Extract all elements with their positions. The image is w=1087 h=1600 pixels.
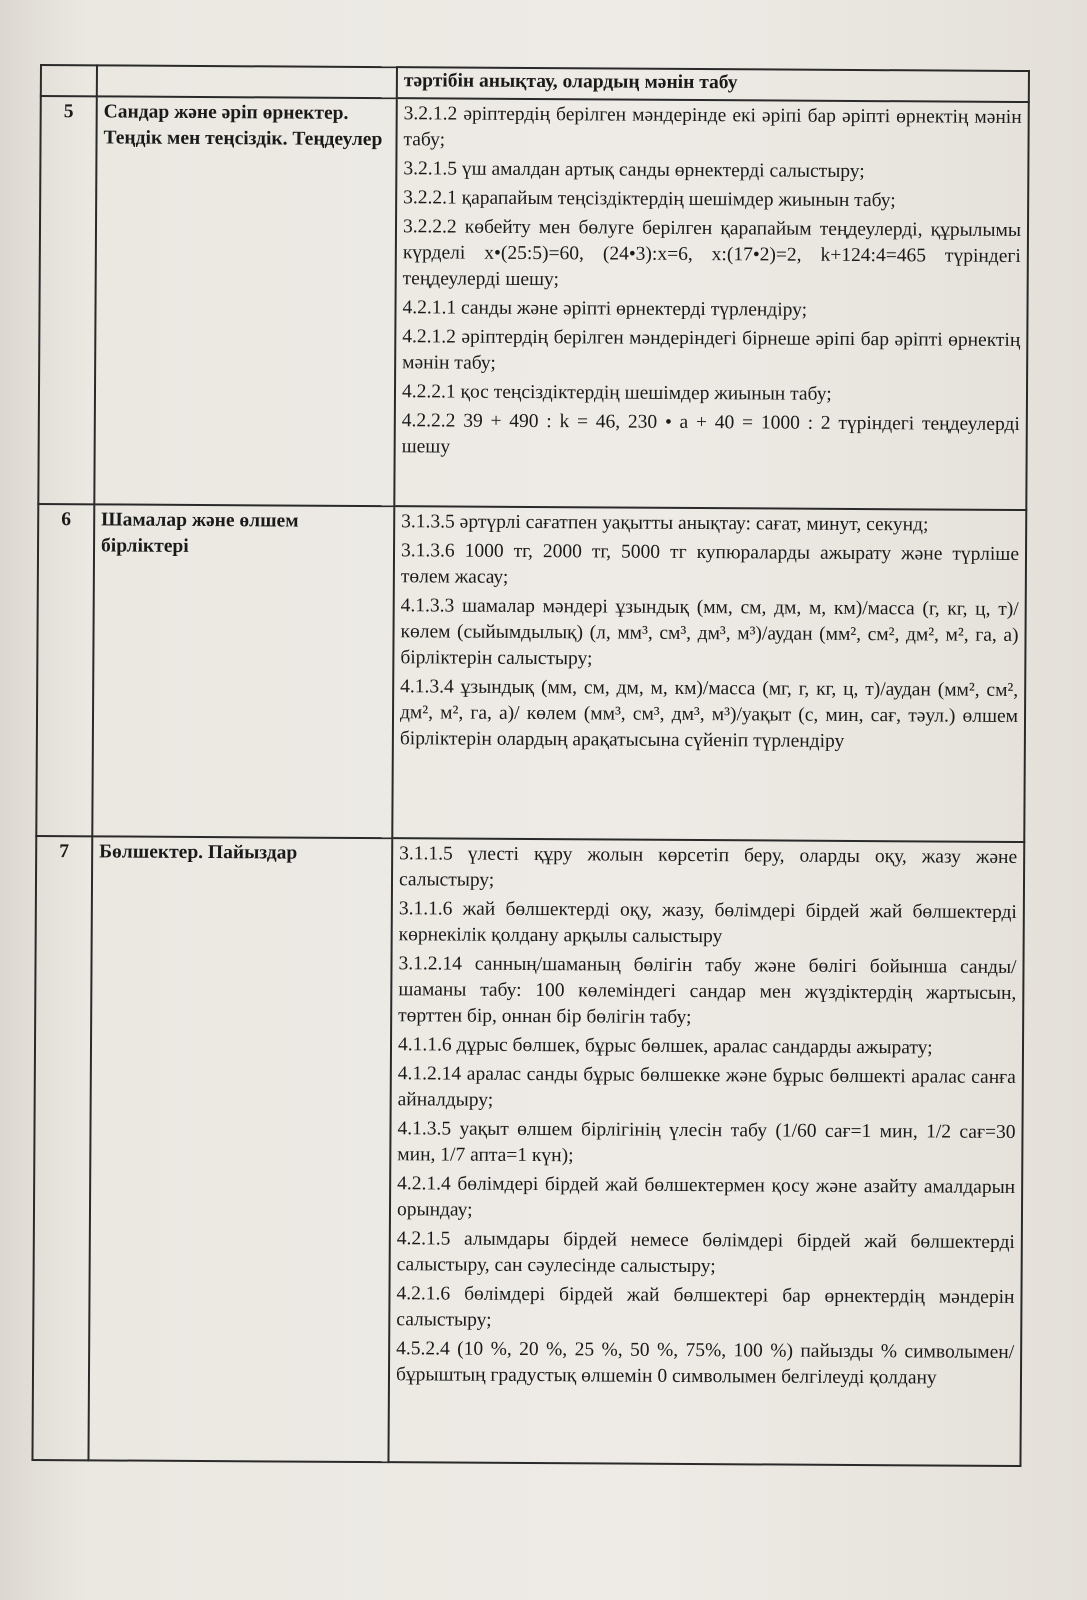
objective-item: тәртібін анықтау, олардың мәнін табу — [403, 70, 738, 94]
row-number: 5 — [38, 96, 96, 504]
objective-item: 4.2.1.4 бөлімдері бірдей жай бөлшектермен қосу және азайту амалдарын орындау; — [396, 1173, 1016, 1221]
table-row — [38, 96, 1028, 510]
objective-item: 3.2.2.2 көбейту мен бөлуге берілген қарапайым теңдеулерді, құрылымы күрделі x•(25:5)=60, (24•3):x=6, x:(17•2)=2, k+124:4=465 түріндегі теңдеулерді шешу; — [402, 216, 1022, 291]
objective-item: 3.2.2.1 қарапайым теңсіздіктердің шешімдер жиынын табу; — [403, 187, 896, 212]
objective-item: 4.2.1.6 бөлімдері бірдей жай бөлшектері бар өрнектердің мәндерін салыстыру; — [396, 1283, 1015, 1331]
row-number — [41, 65, 97, 96]
row-topic: Бөлшектер. Пайыздар — [88, 836, 392, 1462]
objective-item: 3.2.1.2 әріптердің берілген мәндерінде екі әріпі бар әріпті өрнектің мәнін табу; — [403, 103, 1022, 151]
row-number: 7 — [32, 836, 92, 1460]
objective-item: 4.1.1.6 дұрыс бөлшек, бұрыс бөлшек, аралас сандарды ажырату; — [397, 1034, 933, 1059]
table-row — [32, 836, 1024, 1466]
objective-item: 4.5.2.4 (10 %, 20 %, 25 %, 50 %, 75%, 100 %) пайызды % символымен/ бұрыштың градустық өлшемін 0 символымен белгілеуді қолдану — [395, 1338, 1015, 1389]
objective-item: 4.1.3.3 шамалар мәндері ұзындық (мм, см, дм, м, км)/масса (г, кг, ц, т)/ көлем (сыйымдылық) (л, мм³, см³, дм³, м³)/аудан (мм², см², дм², м², га, а) бірліктерін салыстыру; — [400, 595, 1019, 670]
row-topic — [97, 65, 397, 98]
objective-item: 4.2.1.2 әріптердің берілген мәндеріндегі бірнеше әріпі бар әріпті өрнектің мәнін табу; — [402, 326, 1021, 374]
objective-item: 3.1.3.6 1000 тг, 2000 тг, 5000 тг купюраларды ажырату және түрліше төлем жасау; — [400, 540, 1020, 588]
objective-item: 4.1.3.4 ұзындық (мм, см, дм, м, км)/масса (мг, г, кг, ц, т)/аудан (мм², см², дм², м², га, а)/ көлем (мм³, см³, дм³, м³)/уақыт (с, мин, сағ, тәул.) өлшем бірліктерін олардың арақатысына сүйеніп түрлендіру — [399, 676, 1019, 752]
objective-item: 4.2.1.1 санды және әріпті өрнектерді түрлендіру; — [402, 297, 808, 321]
objective-item: 3.1.1.6 жай бөлшектерді оқу, жазу, бөлімдері бірдей жай бөлшектерді көрнекілік қолдану арқылы салыстыру — [398, 898, 1017, 948]
row-topic: Сандар және әріп өрнектер. Теңдік мен теңсіздік. Теңдеулер — [94, 96, 396, 506]
objective-item: 3.2.1.5 үш амалдан артық санды өрнектерді салыстыру; — [403, 158, 865, 183]
objective-item: 3.1.2.14 санның/шаманың бөлігін табу және бөлігі бойынша санды/шаманы табу: 100 көлеміндегі сандар мен жүздіктердің жартысын, төрттен бір, оннан бір бөлігін табу; — [398, 953, 1017, 1028]
row-content — [394, 98, 1028, 510]
objective-item: 4.2.1.5 алымдары бірдей немесе бөлімдері бірдей жай бөлшектерді салыстыру, сан сәулесінде салыстыру; — [396, 1228, 1015, 1278]
row-number: 6 — [36, 504, 94, 836]
row-content — [397, 67, 1029, 102]
objective-item: 4.1.3.5 уақыт өлшем бірлігінің үлесін табу (1/60 сағ=1 мин, 1/2 сағ=30 мин, 1/7 апта=1 күн); — [397, 1118, 1016, 1167]
objective-item: 4.1.2.14 аралас санды бұрыс бөлшекке және бұрыс бөлшекті аралас санға айналдыру; — [397, 1063, 1016, 1111]
objective-item: 3.1.1.5 үлесті құру жолын көрсетіп беру, оларды оқу, жазу және салыстыру; — [398, 843, 1018, 891]
row-content — [388, 838, 1024, 1466]
curriculum-table — [31, 64, 1030, 1467]
row-content — [392, 506, 1026, 842]
objective-item: 3.1.3.5 әртүрлі сағатпен уақытты анықтау: сағат, минут, секунд; — [401, 511, 929, 536]
objective-item: 4.2.2.1 қос теңсіздіктердің шешімдер жиынын табу; — [401, 381, 832, 405]
objective-item: 4.2.2.2 39 + 490 : k = 46, 230 • a + 40 = 1000 : 2 түріндегі теңдеулерді шешу — [401, 410, 1020, 458]
table-row — [36, 504, 1026, 842]
row-topic: Шамалар және өлшем бірліктері — [92, 504, 394, 838]
